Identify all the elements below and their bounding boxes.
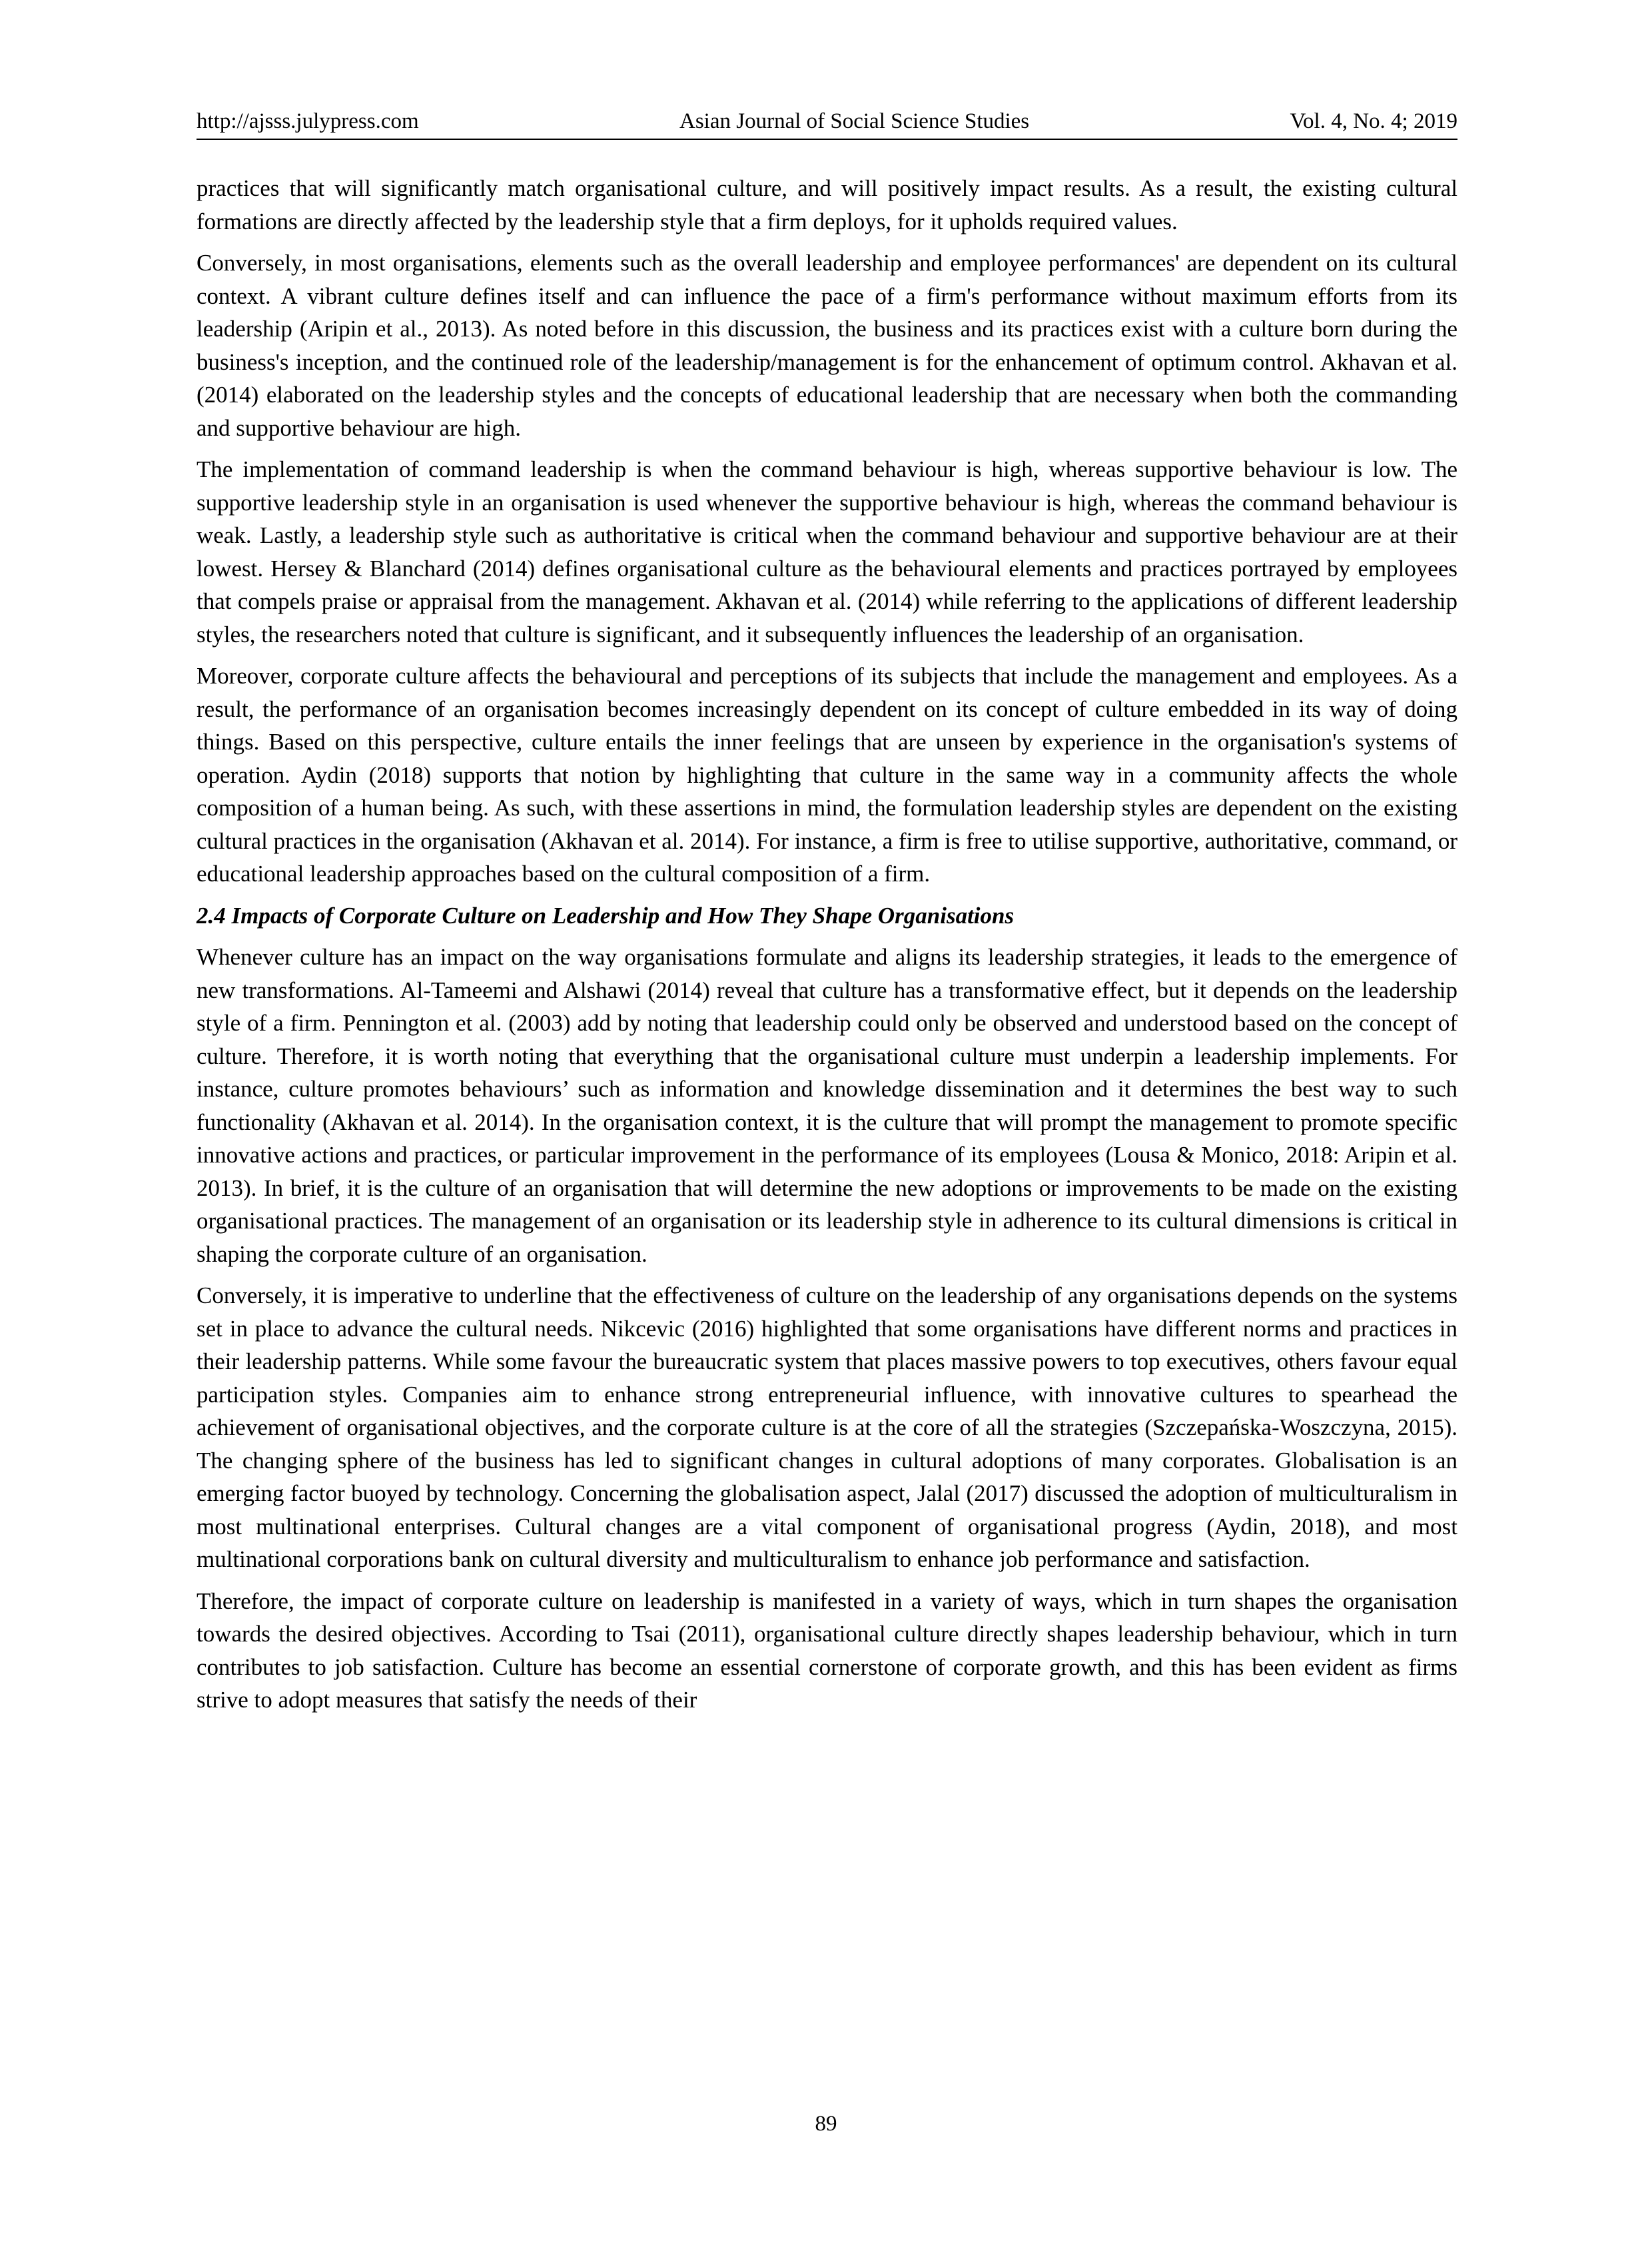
body-text [197, 172, 1457, 1717]
paragraph: The implementation of command leadership is when the command behaviour is high, whereas supportive behaviour is low. The supportive leadership style in an organisation is used whenever the supportive behaviour is high, whereas the command behaviour is weak. Lastly, a leadership style such as authoritative is critical when the command behaviour and supportive behaviour are at their lowest. Hersey & Blanchard (2014) defines organisational culture as the behavioural elements and practices portrayed by employees that compels praise or appraisal from the management. Akhavan et al. (2014) while referring to the applications of different leadership styles, the researchers noted that culture is significant, and it subsequently influences the leadership of an organisation. [197, 456, 1457, 648]
journal-title: Asian Journal of Social Science Studies [679, 109, 1030, 133]
paragraph: Therefore, the impact of corporate culture on leadership is manifested in a variety of ways, which in turn shapes the organisation towards the desired objectives. According to Tsai (2011), organisational culture directly shapes leadership behaviour, which in turn contributes to job satisfaction. Culture has become an essential cornerstone of corporate growth, and this has been evident as firms strive to adopt measures that satisfy the needs of their [197, 1587, 1457, 1713]
page [197, 108, 1457, 1725]
paragraph: practices that will significantly match organisational culture, and will positively impact results. As a result, the existing cultural formations are directly affected by the leadership style that a firm deploys, for it upholds required values. [197, 175, 1457, 234]
running-header [197, 108, 1457, 140]
paragraph: Conversely, it is imperative to underline that the effectiveness of culture on the leadership of any organisations depends on the systems set in place to advance the cultural needs. Nikcevic (2016) highlighted that some organisations have different norms and practices in their leadership patterns. While some favour the bureaucratic system that places massive powers to top executives, others favour equal participation styles. Companies aim to enhance strong entrepreneurial influence, with innovative cultures to spearhead the achievement of organisational objectives, and the corporate culture is at the core of all the strategies (Szczepańska-Woszczyna, 2015). The changing sphere of the business has led to significant changes in cultural adoptions of many corporates. Globalisation is an emerging factor buoyed by technology. Concerning the globalisation aspect, Jalal (2017) discussed the adoption of multiculturalism in most multinational enterprises. Cultural changes are a vital component of organisational progress (Aydin, 2018), and most multinational corporations bank on cultural diversity and multiculturalism to enhance job performance and satisfaction. [197, 1282, 1457, 1572]
section-heading: 2.4 Impacts of Corporate Culture on Leadership and How They Shape Organisations [197, 902, 1015, 929]
journal-url: http://ajsss.julypress.com [197, 109, 419, 133]
paragraph: Whenever culture has an impact on the way organisations formulate and aligns its leadership strategies, it leads to the emergence of new transformations. Al-Tameemi and Alshawi (2014) reveal that culture has a transformative effect, but it depends on the leadership style of a firm. Pennington et al. (2003) add by noting that leadership could only be observed and understood based on the concept of culture. Therefore, it is worth noting that everything that the organisational culture must underpin a leadership implements. For instance, culture promotes behaviours’ such as information and knowledge dissemination and it determines the best way to such functionality (Akhavan et al. 2014). In the organisation context, it is the culture that will prompt the management to promote specific innovative actions and practices, or particular improvement in the performance of its employees (Lousa & Monico, 2018: Aripin et al. 2013). In brief, it is the culture of an organisation that will determine the new adoptions or improvements to be made on the existing organisational practices. The management of an organisation or its leadership style in adherence to its cultural dimensions is critical in shaping the corporate culture of an organisation. [197, 944, 1457, 1267]
paragraph: Conversely, in most organisations, elements such as the overall leadership and employee performances' are dependent on its cultural context. A vibrant culture defines itself and can influence the pace of a firm's performance without maximum efforts from its leadership (Aripin et al., 2013). As noted before in this discussion, the business and its practices exist with a culture born during the business's inception, and the continued role of the leadership/management is for the enhancement of optimum control. Akhavan et al. (2014) elaborated on the leadership styles and the concepts of educational leadership that are necessary when both the commanding and supportive behaviour are high. [197, 250, 1457, 441]
paragraph: Moreover, corporate culture affects the behavioural and perceptions of its subjects that include the management and employees. As a result, the performance of an organisation becomes increasingly dependent on its concept of culture embedded in its way of doing things. Based on this perspective, culture entails the inner feelings that are unseen by experience in the organisation's systems of operation. Aydin (2018) supports that notion by highlighting that culture in the same way in a community affects the whole composition of a human being. As such, with these assertions in mind, the formulation leadership styles are dependent on the existing cultural practices in the organisation (Akhavan et al. 2014). For instance, a firm is free to utilise supportive, authoritative, command, or educational leadership approaches based on the cultural composition of a firm. [197, 663, 1457, 887]
volume-issue: Vol. 4, No. 4; 2019 [1290, 109, 1457, 133]
page-number: 89 [815, 2112, 837, 2136]
